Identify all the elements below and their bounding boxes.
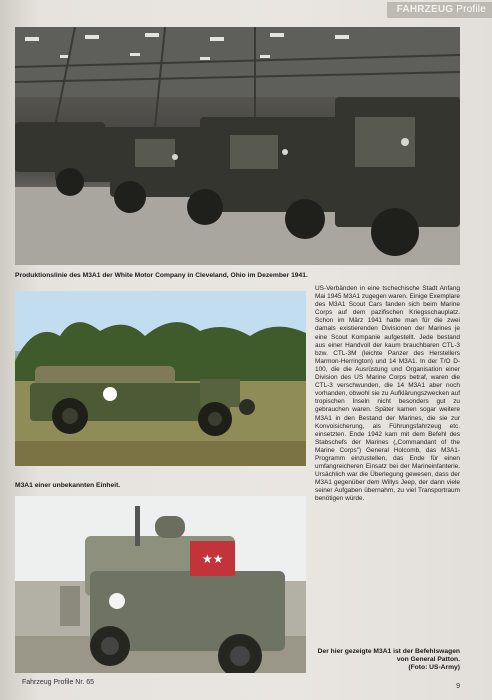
patton-command-car-illustration — [15, 496, 306, 673]
footer-publication: Fahrzeug Profile Nr. 65 — [22, 679, 94, 686]
production-line-photo — [15, 27, 460, 265]
photo3-credit: (Foto: US-Army) — [408, 664, 460, 671]
production-line-illustration — [15, 27, 460, 265]
photo3-caption — [315, 648, 460, 672]
header-series: FAHRZEUG — [396, 4, 454, 15]
header-word: Profile — [456, 4, 486, 15]
photo1-caption: Produktionslinie des M3A1 der White Motor Company in Cleveland, Ohio im Dezember 1941. — [15, 272, 308, 279]
scout-car-field-photo — [15, 291, 306, 466]
svg-text:★★: ★★ — [202, 552, 224, 566]
scout-car-field-illustration — [15, 291, 306, 466]
photo2-caption: M3A1 einer unbekannten Einheit. — [15, 482, 121, 489]
article-body-text: US-Verbänden in eine tschechische Stadt Anfang Mai 1945 M3A1 zugegen waren. Einige Exemplare des M3A1 Scout Cars fanden sich beim Marine Corps auf dem pazifischen Kriegsschauplatz. Schon im März 1941 hatte man für die zwei damals existierenden Divisionen der Marines je eine Scout Kompanie aufgestellt. Jede bestand aus einer Handvoll der kaum brauchbaren CTL-3 bzw. CTL-3M (leichte Panzer des Herstellers Marmon-Herrington) und 14 M3A1. In der T/O D-100, die die Ausrüstung und Organisation einer Division des US Marine Corps betraf, waren die CTL-3 verschwunden, die 14 M3A1 aber noch vorhanden, obwohl sie zu Aufklärungszwecken auf tropischen Inseln nicht besonders gut zu gebrauchen waren. Später kamen sogar weitere M3A1 in den Bestand der Marines, die sie zur Konvoisicherung, als Führungsfahrzeug etc. einsetzten. Ende 1942 kam mit dem Befehl des Stabschefs der Marines („Commandant of the Marine Corps") General Holcomb, das M3A1-Programm einzustellen, das Ende für einen umfangreicheren Einsatz bei der Marineinfanterie. Ursächlich war die Überlegung gewesen, dass der M3A1 gegenüber dem Willys Jeep, der dann viele seiner Aufgaben übernahm, zu viel Transportraum benötigen würde. — [315, 285, 460, 503]
page-number: 9 — [456, 683, 460, 690]
patton-command-car-photo — [15, 496, 306, 673]
photo3-caption-text: Der hier gezeigte M3A1 ist der Befehlswagen von General Patton. — [317, 648, 460, 663]
series-header-tag — [387, 2, 492, 18]
